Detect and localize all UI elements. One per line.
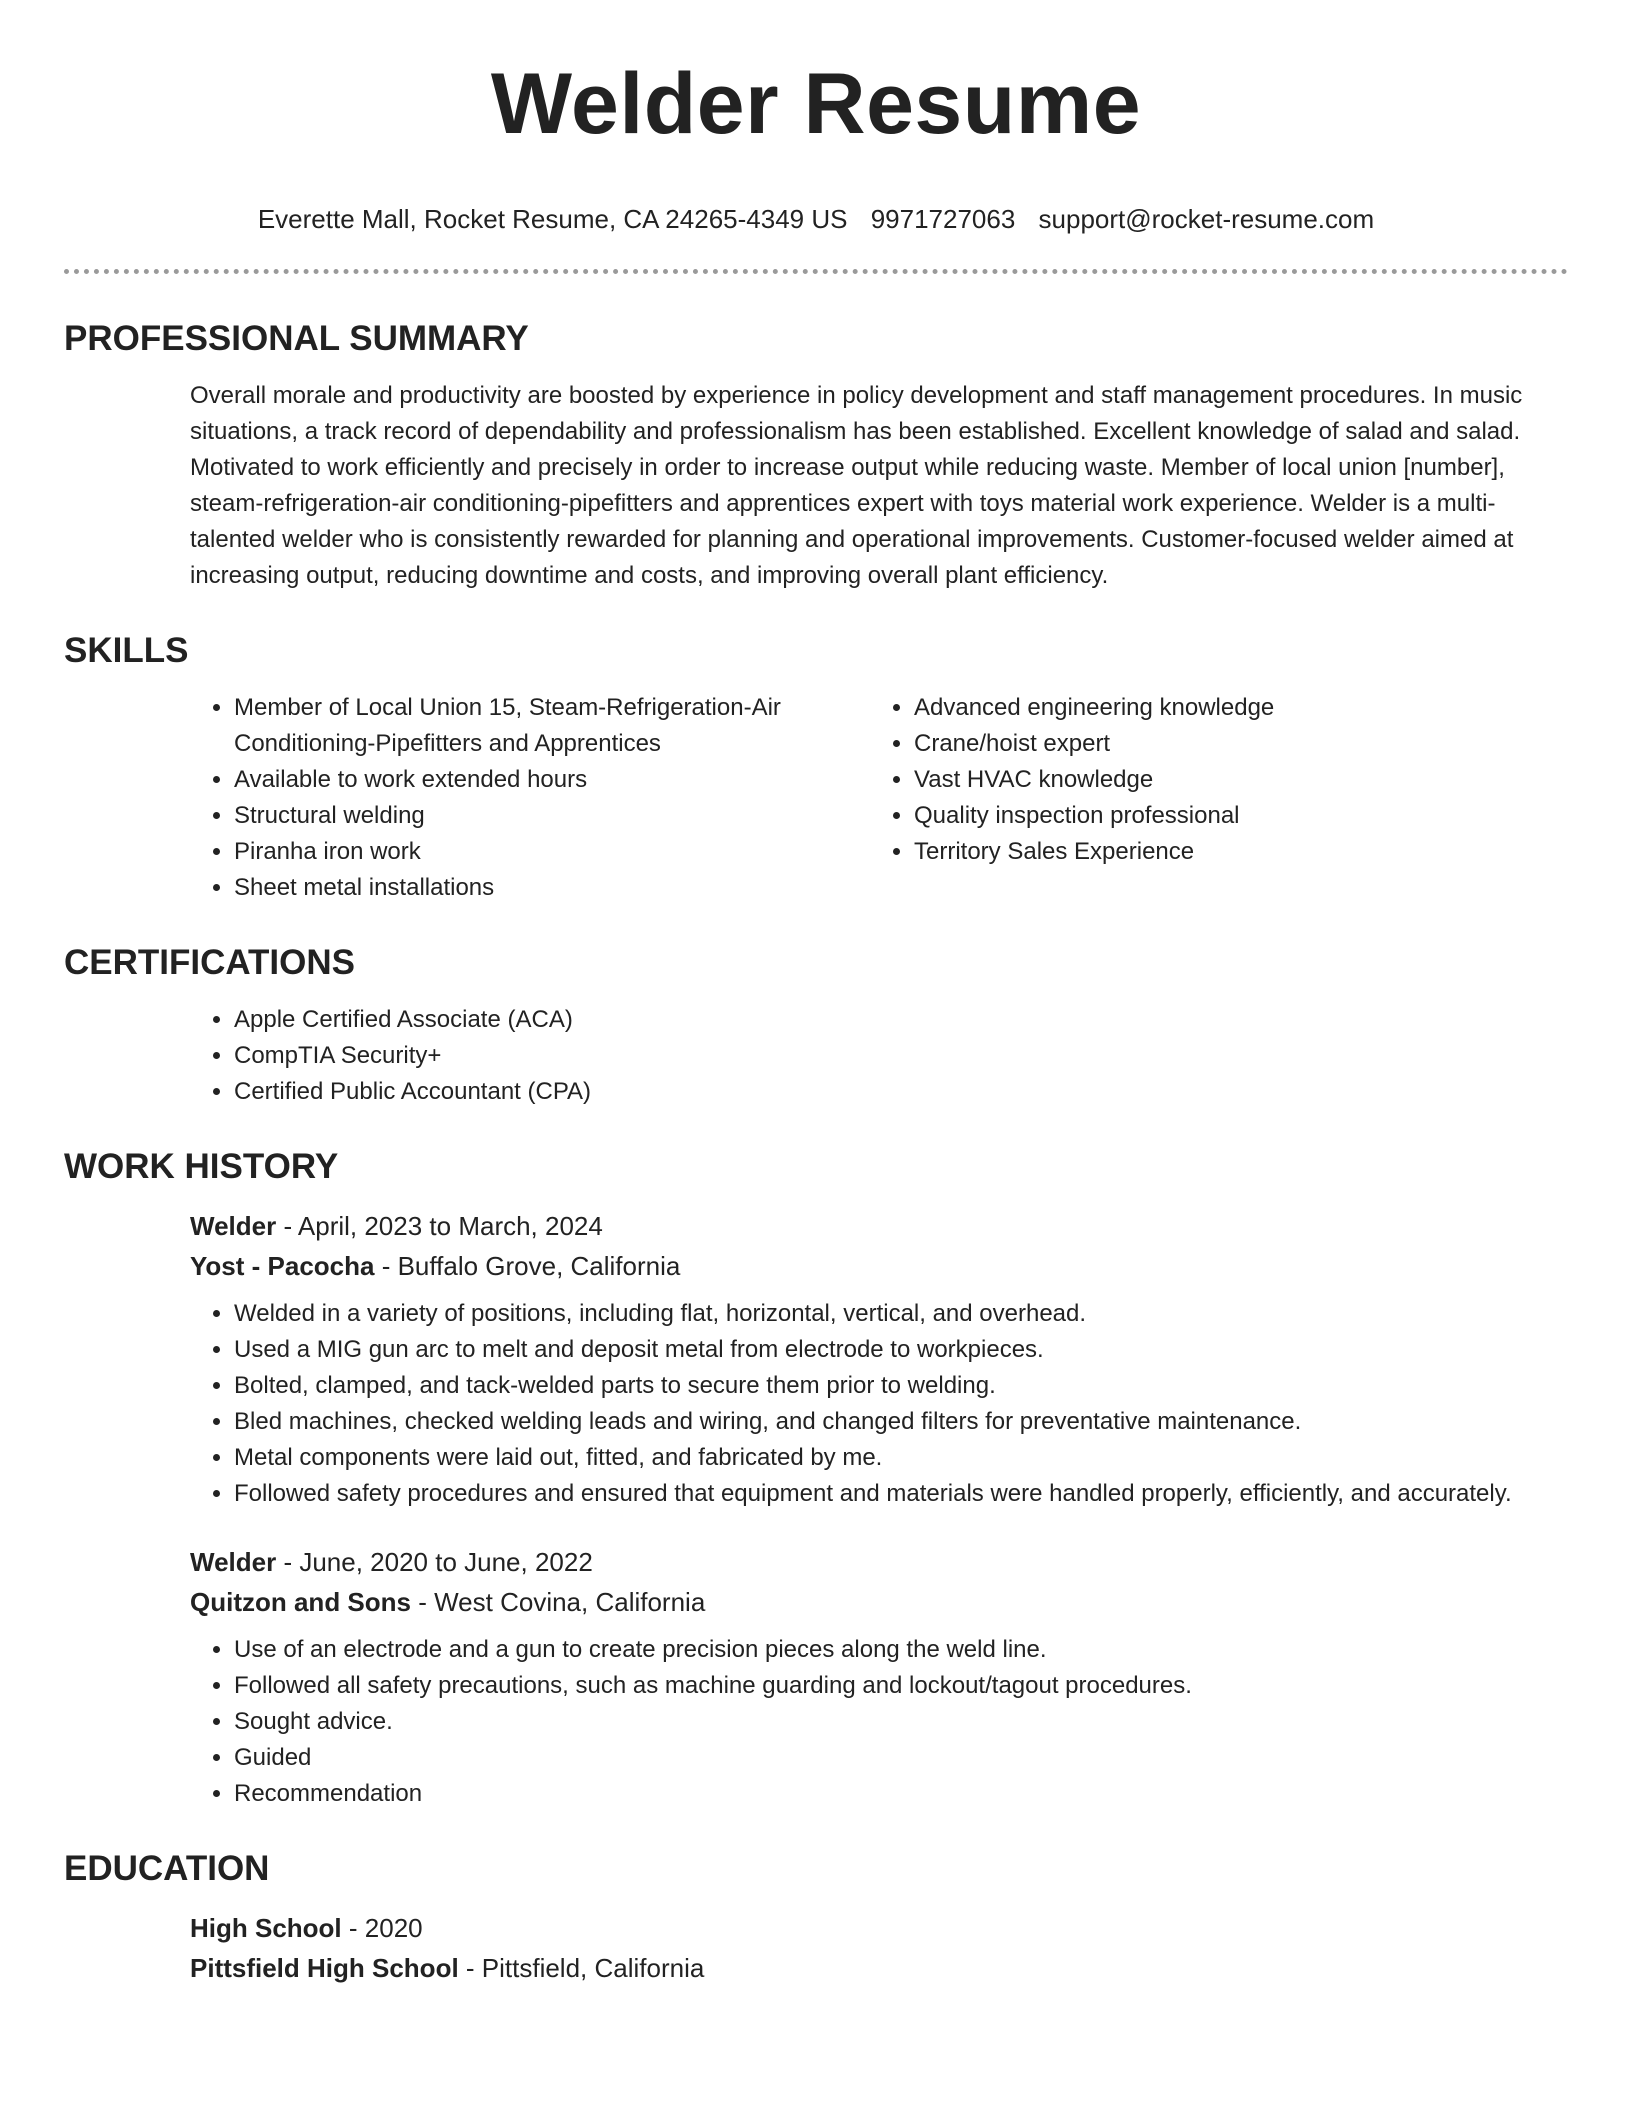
skills-heading: SKILLS [64, 631, 189, 670]
job-company: Yost - Pacocha [190, 1251, 375, 1281]
header-divider [64, 269, 1568, 274]
education-section [64, 1848, 1568, 1988]
list-item: • Quality inspection professional [914, 798, 1550, 834]
list-item: • Bled machines, checked welding leads and wiring, and changed filters for preventative maintenance. [234, 1404, 1568, 1440]
list-item: • Metal components were laid out, fitted, and fabricated by me. [234, 1440, 1568, 1476]
list-item: • Crane/hoist expert [914, 726, 1550, 762]
education-degree-line [190, 1908, 1568, 1948]
resume-title: Welder Resume [490, 56, 1142, 152]
work-history-body [190, 1206, 1568, 1812]
skills-grid [190, 690, 1568, 906]
list-item: • Sought advice. [234, 1704, 1568, 1740]
job-location: - Buffalo Grove, California [374, 1251, 681, 1281]
list-item: • Vast HVAC knowledge [914, 762, 1550, 798]
job-dates: - June, 2020 to June, 2022 [276, 1547, 593, 1577]
education-school: Pittsfield High School [190, 1953, 459, 1983]
skills-section [64, 630, 1568, 906]
list-item: • Certified Public Accountant (CPA) [234, 1074, 1568, 1110]
job-title: Welder [190, 1547, 277, 1577]
list-item: • Use of an electrode and a gun to create precision pieces along the weld line. [234, 1632, 1568, 1668]
contact-phone: 9971727063 [870, 204, 1016, 234]
job-bullets [190, 1632, 1568, 1812]
list-item: • Followed all safety precautions, such as machine guarding and lockout/tagout procedures. [234, 1668, 1568, 1704]
job-title: Welder [190, 1211, 277, 1241]
skills-column-left [190, 690, 870, 906]
list-item: • CompTIA Security+ [234, 1038, 1568, 1074]
education-year: - 2020 [341, 1913, 423, 1943]
contact-address: Everette Mall, Rocket Resume, CA 24265-4349 US [257, 204, 848, 234]
education-degree: High School [190, 1913, 342, 1943]
job-company-line [190, 1246, 1568, 1286]
list-item: • Territory Sales Experience [914, 834, 1550, 870]
certifications-body [190, 1002, 1568, 1110]
skills-column-right [870, 690, 1550, 906]
contact-email: support@rocket-resume.com [1038, 204, 1375, 234]
skills-list-right [870, 690, 1550, 870]
certifications-list [190, 1002, 1568, 1110]
education-location: - Pittsfield, California [458, 1953, 705, 1983]
job-location: - West Covina, California [411, 1587, 706, 1617]
job-title-line [190, 1206, 1568, 1246]
list-item: • Piranha iron work [234, 834, 870, 870]
list-item: • Bolted, clamped, and tack-welded parts to secure them prior to welding. [234, 1368, 1568, 1404]
list-item: • Recommendation [234, 1776, 1568, 1812]
list-item: • Apple Certified Associate (ACA) [234, 1002, 1568, 1038]
education-body [190, 1908, 1568, 1988]
summary-heading: PROFESSIONAL SUMMARY [64, 319, 529, 358]
list-item: • Guided [234, 1740, 1568, 1776]
work-history-section [64, 1146, 1568, 1812]
summary-section [64, 318, 1568, 594]
list-item: • Sheet metal installations [234, 870, 870, 906]
list-item: • Welded in a variety of positions, including flat, horizontal, vertical, and overhead. [234, 1296, 1568, 1332]
list-item: • Member of Local Union 15, Steam-Refrigeration-Air Conditioning-Pipefitters and Apprentices [234, 690, 870, 762]
job-entry [190, 1206, 1568, 1512]
job-company-line [190, 1582, 1568, 1622]
job-entry [190, 1542, 1568, 1812]
skills-list-left [190, 690, 870, 906]
list-item: • Followed safety procedures and ensured that equipment and materials were handled properly, efficiently, and accurately. [234, 1476, 1568, 1512]
education-heading: EDUCATION [64, 1849, 270, 1888]
summary-body [190, 378, 1568, 594]
list-item: • Structural welding [234, 798, 870, 834]
job-title-line [190, 1542, 1568, 1582]
certifications-heading: CERTIFICATIONS [64, 943, 356, 982]
list-item: • Advanced engineering knowledge [914, 690, 1550, 726]
list-item: • Used a MIG gun arc to melt and deposit metal from electrode to workpieces. [234, 1332, 1568, 1368]
job-bullets [190, 1296, 1568, 1512]
list-item: • Available to work extended hours [234, 762, 870, 798]
work-history-heading: WORK HISTORY [64, 1147, 339, 1186]
certifications-section [64, 942, 1568, 1110]
education-school-line [190, 1948, 1568, 1988]
job-company: Quitzon and Sons [190, 1587, 411, 1617]
contact-line [64, 202, 1568, 236]
summary-text: Overall morale and productivity are boosted by experience in policy development and staff management procedures. In music situations, a track record of dependability and professionalism has been established. Excellent knowledge of salad and salad. Motivated to work efficiently and precisely in order to increase output while reducing waste. Member of local union [number], steam-refrigeration-air conditioning-pipefitters and apprentices expert with toys material work experience. Welder is a multi-talented welder who is consistently rewarded for planning and operational improvements. Customer-focused welder aimed at increasing output, reducing downtime and costs, and improving overall plant efficiency. [190, 382, 1523, 589]
job-dates: - April, 2023 to March, 2024 [276, 1211, 603, 1241]
